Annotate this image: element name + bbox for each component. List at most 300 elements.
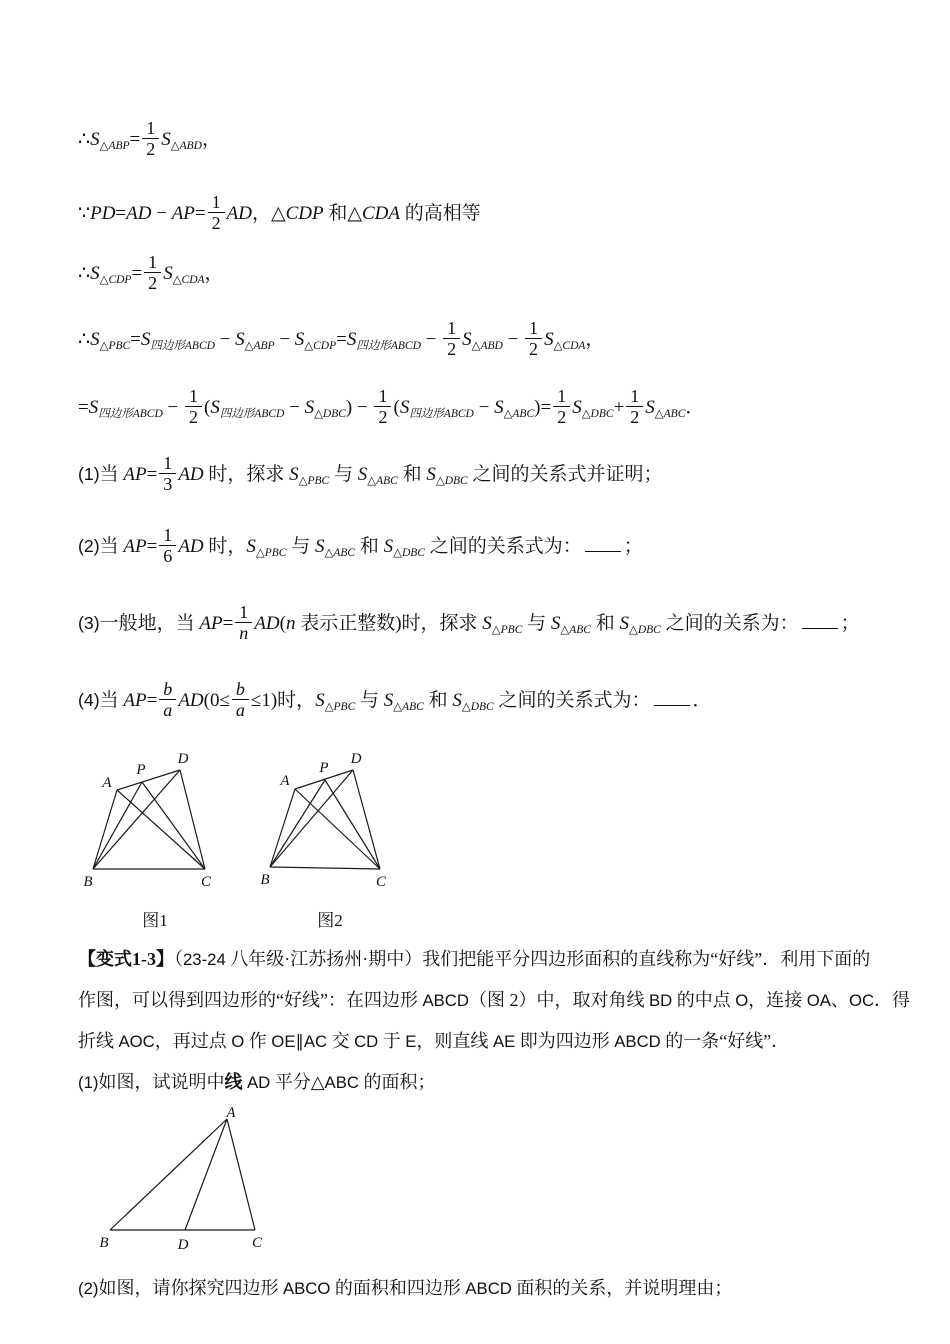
- figure-1-block: [70, 747, 240, 931]
- math-variable: CDP: [285, 203, 324, 224]
- math-variable-with-subscript: [572, 382, 613, 440]
- text-token: 的面积；: [358, 1072, 436, 1092]
- text-token: 平分△: [270, 1072, 325, 1092]
- text-token: 作图，可以得到四边形的“好线”：在四边形: [78, 990, 423, 1010]
- text-token: −: [502, 329, 524, 350]
- math-variable: S: [294, 329, 305, 350]
- fraction: [144, 252, 161, 293]
- math-variable: S: [289, 464, 299, 485]
- answer-blank: [654, 686, 690, 706]
- math-variable-with-subscript: [384, 521, 425, 579]
- vertex-label-B: B: [99, 1235, 109, 1251]
- text-token: 当: [99, 536, 124, 557]
- text-token: （: [174, 949, 183, 969]
- text-token: 交: [327, 1031, 355, 1051]
- math-variable-with-subscript: [400, 382, 474, 440]
- math-subscript: △DBC: [393, 547, 425, 559]
- text-token: =: [146, 690, 158, 711]
- math-variable: AD: [226, 203, 252, 224]
- figure-1-drawing: [70, 747, 240, 902]
- latin-text: (2): [78, 536, 100, 556]
- edge-BC: [270, 867, 380, 869]
- math-subscript: △PBC: [491, 624, 523, 636]
- text-token: (: [393, 397, 400, 418]
- edge-DC: [353, 770, 380, 869]
- text-token: 作: [244, 1031, 272, 1051]
- math-subscript: △ABC: [324, 547, 356, 559]
- math-variable: S: [304, 397, 315, 418]
- math-variable-with-subscript: [90, 248, 131, 306]
- math-variable-with-subscript: [315, 521, 355, 579]
- fraction-denominator: 6: [159, 545, 176, 566]
- vertex-label-A: A: [280, 773, 290, 789]
- text-token: +: [613, 397, 625, 418]
- formula-line-4: [78, 314, 910, 372]
- math-variable: AD: [178, 536, 204, 557]
- math-variable: AP: [123, 690, 147, 711]
- figure-triangle-drawing: [95, 1107, 910, 1260]
- vertex-label-C: C: [375, 874, 387, 890]
- math-variable: S: [315, 690, 325, 711]
- math-variable: S: [90, 263, 100, 284]
- vertex-label-C: C: [251, 1235, 263, 1251]
- latin-text: (1): [78, 464, 100, 484]
- fraction-numerator: 1: [447, 317, 457, 338]
- math-variable-with-subscript: [305, 382, 346, 440]
- figure-triangle-block: [95, 1107, 910, 1260]
- text-token: =: [115, 203, 127, 224]
- fraction-numerator: 1: [239, 601, 249, 622]
- text-token: 当: [99, 690, 124, 711]
- edge-DC: [180, 770, 205, 869]
- text-token: 与: [522, 613, 551, 634]
- text-token: ，△: [251, 203, 286, 224]
- math-subscript: △ABP: [99, 140, 130, 152]
- latin-text: AOC: [118, 1032, 155, 1051]
- fraction: [142, 118, 159, 159]
- fraction: [159, 525, 176, 566]
- math-variable-with-subscript: [246, 521, 286, 579]
- math-subscript: △ABC: [503, 408, 535, 420]
- fraction-denominator: 2: [553, 406, 570, 427]
- math-variable-with-subscript: [163, 248, 204, 306]
- variation-problem: [78, 939, 910, 1103]
- text-token: 与: [329, 464, 358, 485]
- fraction-denominator: 2: [525, 338, 542, 359]
- text-token: ，: [204, 263, 224, 284]
- math-subscript: △DBC: [628, 624, 661, 636]
- formula-line-2: [78, 188, 910, 240]
- latin-text: AE: [492, 1032, 516, 1051]
- fraction-numerator: 1: [211, 191, 221, 212]
- fraction-numerator: 1: [188, 385, 198, 406]
- text-token: 、: [830, 990, 849, 1010]
- variation-1-3-line-1: [78, 939, 910, 980]
- fraction: [525, 318, 542, 359]
- text-token: −: [274, 329, 295, 350]
- text-token: =: [130, 329, 141, 350]
- math-subscript: △PBC: [99, 340, 131, 352]
- math-subscript: △DBC: [581, 408, 614, 420]
- latin-text: O: [735, 991, 749, 1010]
- latin-text: OA: [806, 991, 831, 1010]
- math-variable-with-subscript: [89, 382, 163, 440]
- latin-text: O: [231, 1032, 245, 1051]
- math-variable: S: [462, 329, 472, 350]
- math-variable-with-subscript: [90, 114, 129, 172]
- text-token: 折线: [78, 1031, 119, 1051]
- text-token: 面积的关系，并说明理由；: [511, 1278, 733, 1298]
- text-token: 和: [355, 536, 384, 557]
- text-token: )=: [534, 397, 552, 418]
- edge-AB: [270, 789, 295, 867]
- math-variable: S: [399, 397, 410, 418]
- text-token: ，再过点: [154, 1031, 232, 1051]
- text-token: =: [222, 613, 234, 634]
- math-variable-with-subscript: [347, 314, 421, 372]
- text-token: =: [131, 263, 143, 284]
- text-token: =: [146, 464, 158, 485]
- math-variable: n: [285, 613, 296, 634]
- latin-text: (2): [78, 1279, 99, 1298]
- fraction-denominator: 2: [374, 406, 391, 427]
- math-variable: AD: [254, 613, 280, 634]
- figure-2-block: [245, 747, 415, 931]
- figure-quadrilateral-2-svg: [245, 747, 415, 897]
- text-token: ∵: [78, 203, 91, 224]
- text-token: 的一条“好线”．: [660, 1031, 790, 1051]
- fraction: [232, 679, 249, 720]
- text-token: −: [284, 397, 305, 418]
- text-token: 如图，请你探究四边形: [98, 1278, 283, 1298]
- math-subscript: △ABD: [170, 140, 202, 152]
- vertex-label-D: D: [350, 751, 362, 767]
- question-3: [78, 597, 910, 656]
- text-token: 时，: [203, 536, 247, 557]
- math-subscript: 四边形ABCD: [356, 340, 421, 352]
- math-variable: S: [452, 690, 462, 711]
- fraction-numerator: 1: [146, 117, 156, 138]
- figure-row: [70, 747, 910, 931]
- fraction: [159, 679, 176, 720]
- text-token: ，: [585, 329, 605, 350]
- fraction-denominator: 2: [142, 138, 159, 159]
- fraction-numerator: 1: [163, 452, 173, 473]
- math-variable: PD: [90, 203, 116, 224]
- formula-line-3: [78, 248, 910, 306]
- math-subscript: △CDP: [304, 340, 337, 352]
- question-1: [78, 448, 910, 507]
- math-variable-with-subscript: [141, 314, 215, 372]
- latin-text: (1): [78, 1073, 99, 1092]
- math-variable: AP: [199, 613, 223, 634]
- math-variable-with-subscript: [210, 382, 284, 440]
- math-subscript: △CDP: [99, 274, 132, 286]
- text-token: ．: [692, 690, 712, 711]
- vertex-label-P: P: [136, 762, 146, 778]
- latin-text: BD: [648, 991, 673, 1010]
- text-token: (: [279, 613, 286, 634]
- math-variable: S: [315, 536, 325, 557]
- latin-text: ABC: [324, 1073, 359, 1092]
- fraction-denominator: 2: [144, 272, 161, 293]
- text-token: ，连接: [748, 990, 807, 1010]
- vertex-label-B: B: [83, 874, 93, 890]
- text-token: ∴: [78, 129, 91, 150]
- math-variable: S: [346, 329, 357, 350]
- vertex-label-B: B: [260, 872, 270, 888]
- text-token: =: [129, 129, 141, 150]
- math-variable: CDA: [361, 203, 400, 224]
- text-token: =: [194, 203, 206, 224]
- vertex-label-A: A: [226, 1107, 236, 1121]
- fraction: [235, 602, 252, 643]
- derivation-and-questions: [78, 114, 910, 733]
- fraction: [159, 453, 176, 494]
- text-token: 时，探求: [203, 464, 290, 485]
- variation-1-3-line-2: [78, 980, 910, 1021]
- question-2: [78, 520, 910, 579]
- math-variable-with-subscript: [358, 449, 398, 507]
- bold-text: 线: [224, 1072, 243, 1092]
- math-variable: AP: [171, 203, 195, 224]
- fraction-numerator: 1: [529, 317, 539, 338]
- math-variable-with-subscript: [551, 598, 591, 656]
- subquestion-1: [78, 1062, 910, 1103]
- text-token: ∴: [78, 263, 91, 284]
- text-token: −: [473, 397, 495, 418]
- math-variable-with-subscript: [544, 314, 585, 372]
- math-variable: AP: [123, 464, 147, 485]
- math-subscript: △DBC: [461, 701, 494, 713]
- fraction-denominator: 2: [626, 406, 643, 427]
- text-token: 于: [378, 1031, 406, 1051]
- text-token: 之间的关系式并证明；: [467, 464, 663, 485]
- math-variable: S: [90, 329, 100, 350]
- text-token: 和△: [323, 203, 362, 224]
- subquestion-2: [78, 1268, 910, 1309]
- math-subscript: △ABC: [393, 701, 424, 713]
- text-token: (: [203, 397, 211, 418]
- math-subscript: △DBC: [314, 408, 346, 420]
- variation-1-3-line-3: [78, 1021, 910, 1062]
- text-token: =: [336, 329, 347, 350]
- vertex-label-P: P: [319, 760, 329, 776]
- fraction: [553, 386, 570, 427]
- latin-text: E: [405, 1032, 417, 1051]
- math-subscript: △ABC: [654, 408, 686, 420]
- vertex-label-A: A: [102, 775, 112, 791]
- text-token: 如图，试说明中: [98, 1072, 225, 1092]
- text-token: −: [420, 329, 442, 350]
- text-token: 表示正整数)时，探求: [295, 613, 483, 634]
- fraction-numerator: 1: [378, 385, 388, 406]
- math-subscript: 四边形ABCD: [409, 408, 474, 420]
- text-token: −: [214, 329, 236, 350]
- text-token: ，: [201, 129, 221, 150]
- text-token: 的中点: [672, 990, 736, 1010]
- math-variable-with-subscript: [494, 382, 534, 440]
- math-variable-with-subscript: [645, 382, 685, 440]
- math-variable: S: [619, 613, 629, 634]
- math-variable-with-subscript: [235, 314, 274, 372]
- math-variable: S: [494, 397, 504, 418]
- vertex-label-D: D: [177, 1237, 189, 1253]
- text-token: 一般地，当: [99, 613, 200, 634]
- fraction-denominator: 3: [159, 473, 176, 494]
- text-token: 八年级·江苏扬州·期中）我们把能平分四边形面积的直线称为“好线”．利用下面的: [225, 949, 871, 969]
- fraction-numerator: b: [163, 678, 173, 699]
- math-subscript: △CDA: [172, 274, 205, 286]
- fraction-numerator: 1: [557, 385, 567, 406]
- latin-text: ABCD: [614, 1032, 661, 1051]
- math-variable: S: [140, 329, 151, 350]
- math-subscript: △PBC: [298, 475, 330, 487]
- math-variable: S: [235, 329, 245, 350]
- text-token: （图 2）中，取对角线: [468, 990, 649, 1010]
- latin-text: ABCD: [465, 1279, 512, 1298]
- edge-CA: [117, 790, 205, 869]
- math-variable-with-subscript: [482, 598, 522, 656]
- text-token: =: [78, 397, 89, 418]
- math-variable: S: [550, 613, 561, 634]
- fraction-numerator: b: [235, 678, 245, 699]
- math-variable-with-subscript: [619, 598, 660, 656]
- text-token: (0≤: [203, 690, 230, 711]
- fraction: [374, 386, 391, 427]
- text-token: =: [146, 536, 158, 557]
- fraction-denominator: 2: [185, 406, 202, 427]
- latin-text: ABCO: [282, 1279, 331, 1298]
- fraction: [208, 192, 225, 233]
- fraction: [185, 386, 202, 427]
- latin-text: OC: [848, 991, 875, 1010]
- question-4: [78, 674, 910, 733]
- figure-quadrilateral-1-svg: [70, 747, 240, 897]
- text-token: 即为四边形: [515, 1031, 615, 1051]
- text-token: ，则直线: [416, 1031, 493, 1051]
- vertex-label-C: C: [200, 874, 212, 890]
- text-token: ≤1)时，: [250, 690, 316, 711]
- math-variable-with-subscript: [161, 114, 202, 172]
- math-subscript: 四边形ABCD: [98, 408, 163, 420]
- math-subscript: △ABC: [560, 624, 591, 636]
- math-variable: S: [163, 263, 173, 284]
- math-variable-with-subscript: [384, 675, 424, 733]
- vertex-label-D: D: [177, 751, 189, 767]
- edge-AB: [110, 1119, 227, 1230]
- fraction: [443, 318, 460, 359]
- math-subscript: △PBC: [255, 547, 287, 559]
- text-token: ；: [623, 536, 643, 557]
- fraction-numerator: 1: [163, 524, 173, 545]
- bold-text: 【变式1-3】: [78, 949, 174, 969]
- text-token: 的高相等: [399, 203, 481, 224]
- text-token: 当: [99, 464, 124, 485]
- math-subscript: △PBC: [324, 701, 356, 713]
- latin-text: 23-24: [183, 950, 226, 969]
- math-variable: S: [572, 397, 582, 418]
- math-variable: AD: [126, 203, 152, 224]
- math-variable: S: [383, 536, 394, 557]
- math-variable: S: [210, 397, 220, 418]
- math-subscript: △ABC: [367, 475, 398, 487]
- edge-AD: [185, 1119, 227, 1230]
- fraction-denominator: a: [232, 699, 249, 720]
- fraction-denominator: n: [235, 622, 252, 643]
- math-variable: S: [161, 129, 171, 150]
- latin-text: (4): [78, 690, 100, 710]
- math-variable: S: [383, 690, 394, 711]
- math-variable: S: [645, 397, 655, 418]
- figure-2-caption: 图2: [317, 911, 343, 930]
- formula-line-1: [78, 114, 910, 172]
- fraction-denominator: 2: [443, 338, 460, 359]
- edge-AC: [227, 1119, 255, 1230]
- math-variable: AP: [123, 536, 147, 557]
- text-token: 和: [423, 690, 453, 711]
- math-variable: S: [90, 129, 100, 150]
- fraction: [626, 386, 643, 427]
- latin-text: OE∥AC: [271, 1032, 328, 1051]
- subquestion-2-section: [78, 1268, 910, 1309]
- math-variable-with-subscript: [315, 675, 355, 733]
- text-token: ∴: [78, 329, 91, 350]
- edge-CP: [142, 782, 205, 869]
- math-variable-with-subscript: [295, 314, 336, 372]
- edge-BP: [93, 782, 142, 869]
- text-token: ．得: [874, 990, 911, 1010]
- math-variable: S: [544, 329, 554, 350]
- math-subscript: 四边形ABCD: [150, 340, 215, 352]
- math-subscript: △DBC: [435, 475, 468, 487]
- text-token: ) −: [345, 397, 373, 418]
- edge-AB: [93, 790, 117, 869]
- math-variable: S: [88, 397, 99, 418]
- math-variable: S: [357, 464, 368, 485]
- text-token: 之间的关系式为：: [424, 536, 582, 557]
- math-variable-with-subscript: [426, 449, 467, 507]
- math-variable-with-subscript: [90, 314, 130, 372]
- fraction-denominator: 2: [208, 212, 225, 233]
- figure-1-caption: 图1: [142, 911, 168, 930]
- text-token: 的面积和四边形: [330, 1278, 466, 1298]
- math-variable: AD: [178, 464, 204, 485]
- fraction-denominator: a: [159, 699, 176, 720]
- math-subscript: △ABD: [471, 340, 503, 352]
- figure-triangle-median-svg: [95, 1107, 355, 1255]
- math-variable: S: [482, 613, 492, 634]
- latin-text: CD: [354, 1032, 379, 1051]
- text-token: 与: [355, 690, 384, 711]
- text-token: 之间的关系式为：: [493, 690, 651, 711]
- text-token: 和: [590, 613, 620, 634]
- text-token: 和: [397, 464, 427, 485]
- edge-BP: [270, 780, 325, 867]
- figure-2-drawing: [245, 747, 415, 902]
- text-token: ；: [840, 613, 860, 634]
- math-variable-with-subscript: [289, 449, 329, 507]
- text-token: ．: [685, 397, 705, 418]
- answer-blank: [585, 532, 621, 552]
- text-token: −: [151, 203, 172, 224]
- math-variable: AD: [178, 690, 204, 711]
- text-token: 之间的关系为：: [660, 613, 799, 634]
- math-subscript: △ABP: [244, 340, 275, 352]
- fraction-numerator: 1: [630, 385, 640, 406]
- answer-blank: [802, 609, 838, 629]
- latin-text: ABCD: [422, 991, 469, 1010]
